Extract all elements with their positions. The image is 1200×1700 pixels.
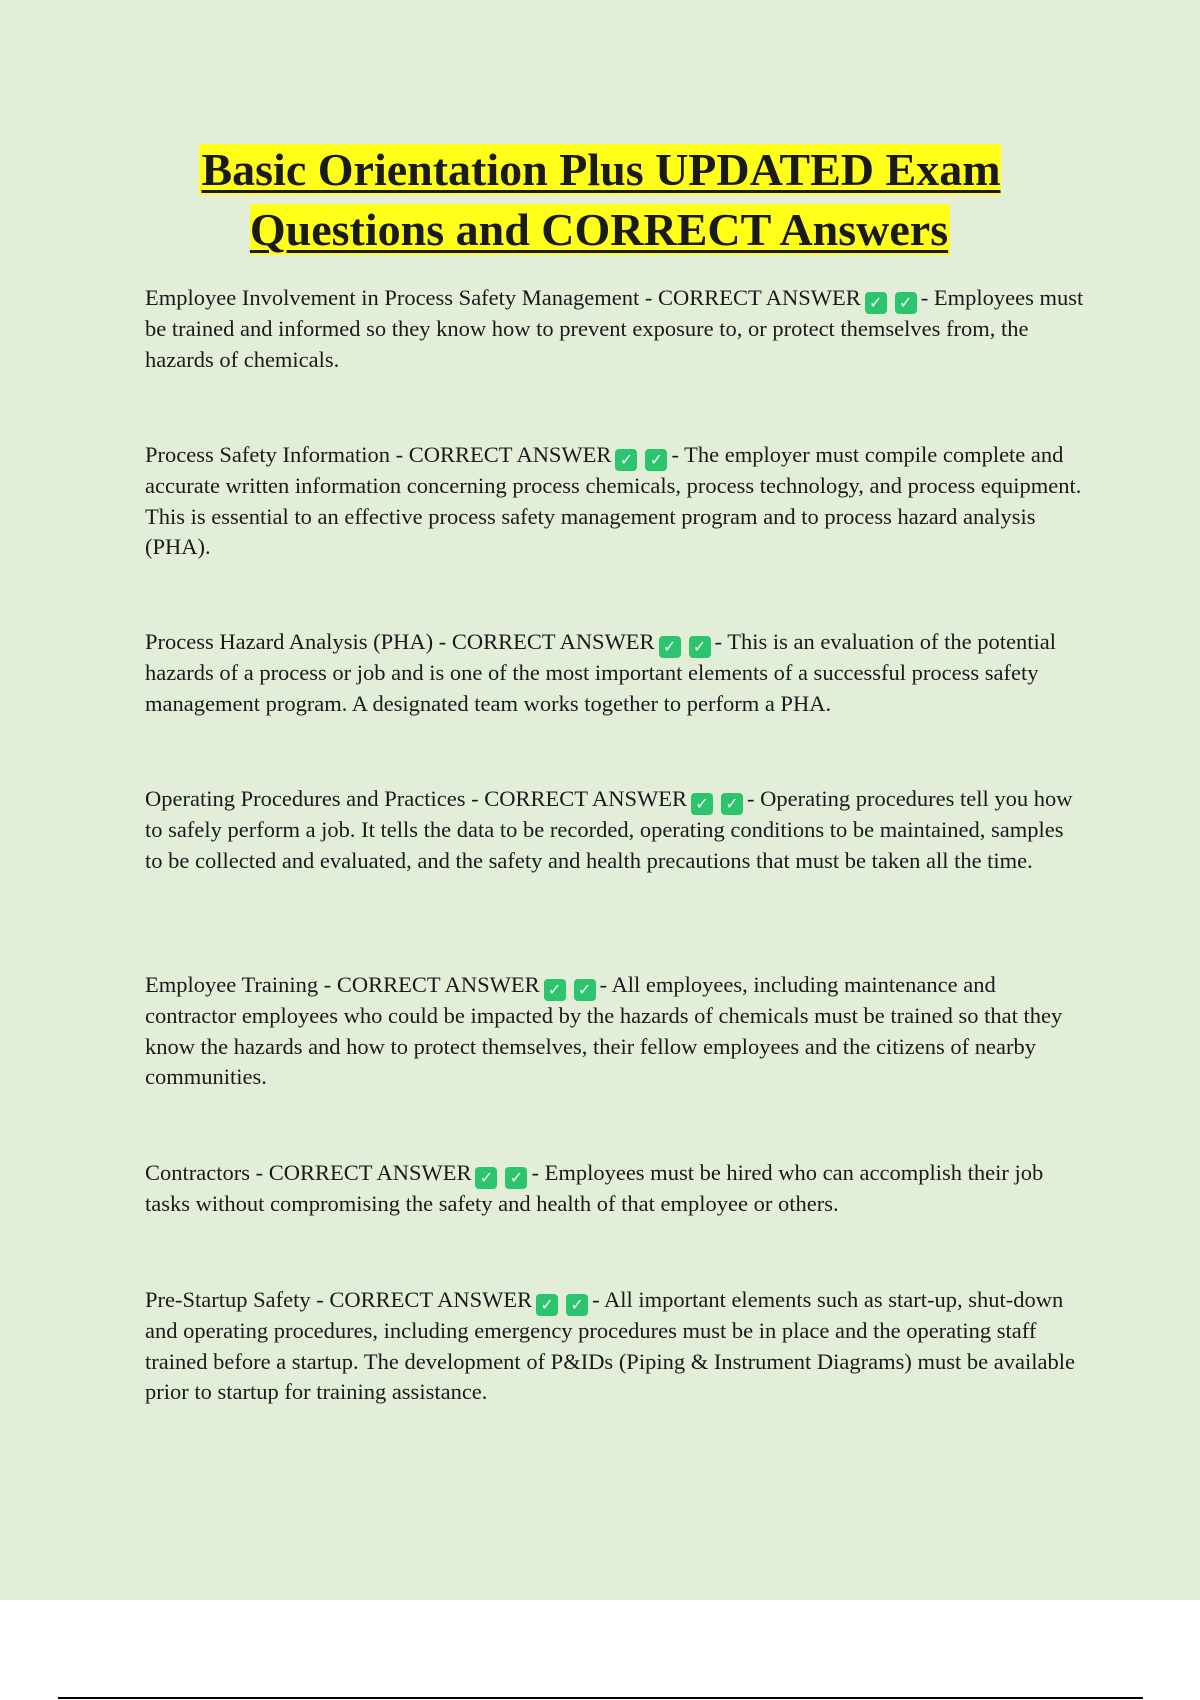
qa-item xyxy=(145,440,1085,563)
qa-answer: - Employees must be trained and informed so they know how to prevent exposure to, or protect themselves from, the hazards of chemicals. xyxy=(145,285,1084,372)
qa-question: Pre-Startup Safety xyxy=(145,1287,311,1312)
qa-answer: - This is an evaluation of the potential hazards of a process or job and is one of the most important elements of a successful process safety management program. A designated team works together to perform a PHA. xyxy=(145,629,1056,716)
check-icon: ✓ xyxy=(659,636,681,658)
qa-question: Process Safety Information xyxy=(145,442,390,467)
qa-marker: - CORRECT ANSWER xyxy=(395,442,612,467)
check-icon: ✓ xyxy=(689,636,711,658)
qa-answer: - Operating procedures tell you how to safely perform a job. It tells the data to be recorded, operating conditions to be maintained, samples to be collected and evaluated, and the safety and health precautions that must be taken all the time. xyxy=(145,786,1073,873)
qa-marker: - CORRECT ANSWER xyxy=(323,972,540,997)
qa-item xyxy=(145,970,1085,1093)
check-icon: ✓ xyxy=(475,1167,497,1189)
qa-item xyxy=(145,1285,1085,1408)
check-icon: ✓ xyxy=(615,449,637,471)
qa-marker: - CORRECT ANSWER xyxy=(471,786,687,811)
qa-answer: - All important elements such as start-up, shut-down and operating procedures, including emergency procedures must be in place and the operating staff trained before a startup. The development of P&IDs (Piping & Instrument Diagrams) must be available prior to startup for training assistance. xyxy=(145,1287,1075,1404)
check-icon: ✓ xyxy=(536,1294,558,1316)
qa-question: Contractors xyxy=(145,1160,250,1185)
check-icon: ✓ xyxy=(721,793,743,815)
qa-marker: - CORRECT ANSWER xyxy=(644,285,861,310)
qa-question: Employee Training xyxy=(145,972,319,997)
check-icon: ✓ xyxy=(505,1167,527,1189)
qa-question: Employee Involvement in Process Safety Management xyxy=(145,285,640,310)
qa-item xyxy=(145,283,1085,375)
document-title xyxy=(100,140,1100,260)
check-icon: ✓ xyxy=(895,292,917,314)
qa-marker: - CORRECT ANSWER xyxy=(316,1287,533,1312)
footer-divider xyxy=(58,1697,1143,1699)
qa-marker: - CORRECT ANSWER xyxy=(255,1160,472,1185)
qa-answer: - All employees, including maintenance and contractor employees who could be impacted by the hazards of chemicals must be trained so that they know the hazards and how to protect themselves, their fellow employees and the citizens of nearby communities. xyxy=(145,972,1063,1089)
qa-item xyxy=(145,1158,1085,1220)
qa-marker: - CORRECT ANSWER xyxy=(438,629,655,654)
check-icon: ✓ xyxy=(544,979,566,1001)
qa-item xyxy=(145,627,1085,719)
document-title-text: Basic Orientation Plus UPDATED Exam Questions and CORRECT Answers xyxy=(201,144,1001,255)
check-icon: ✓ xyxy=(566,1294,588,1316)
qa-answer: - Employees must be hired who can accomplish their job tasks without compromising the safety and health of that employee or others. xyxy=(145,1160,1044,1216)
qa-question: Operating Procedures and Practices xyxy=(145,786,466,811)
qa-item xyxy=(145,784,1085,876)
check-icon: ✓ xyxy=(645,449,667,471)
check-icon: ✓ xyxy=(691,793,713,815)
qa-question: Process Hazard Analysis (PHA) xyxy=(145,629,434,654)
qa-answer: - The employer must compile complete and accurate written information concerning process chemicals, process technology, and process equipment. This is essential to an effective process safety management program and to process hazard analysis (PHA). xyxy=(145,442,1082,559)
check-icon: ✓ xyxy=(574,979,596,1001)
check-icon: ✓ xyxy=(865,292,887,314)
